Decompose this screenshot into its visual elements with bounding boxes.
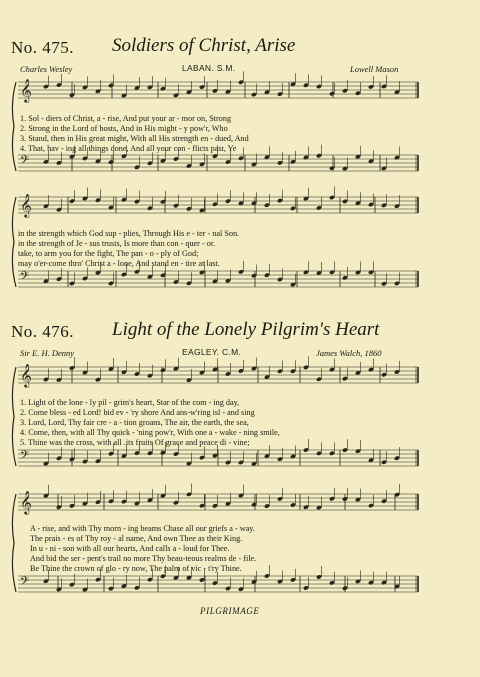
bass-clef-icon: 𝄢: [20, 154, 30, 170]
bass-clef-icon: 𝄢: [20, 575, 30, 591]
hymn-475-verse-line: may o'er-come thro' Christ a - lone, And stand en - tire at last.: [18, 259, 220, 268]
treble-clef-icon: 𝄞: [20, 193, 32, 217]
hymn-475-verse-line: 4. That, hav - ing all things done, And all your con - flicts past, Ye: [20, 144, 237, 153]
hymn-475-composer: Lowell Mason: [350, 64, 399, 74]
hymn-476-verse-line: 1. Light of the lone - ly pil - grim's heart, Star of the com - ing day,: [20, 398, 240, 407]
hymn-475-author: Charles Wesley: [20, 64, 73, 74]
hymn-475-verse-line: in the strength of Je - sus trusts, Is more than con - quer - or.: [18, 239, 216, 248]
hymn-476-verse-line: 2. Come bless - ed Lord! bid ev - 'ry shore And ans-w'ring isl - and sing: [20, 408, 255, 417]
hymn-476-number: No. 476.: [11, 322, 75, 341]
hymn-475-number: No. 475.: [11, 38, 75, 57]
hymn-476-verse-line: And bid the ser - pent's trail no more Thy beau-teous realms de - file.: [30, 554, 257, 563]
hymn-475-verse-line: 3. Stand, then in His great might, With all His strength en - dued, And: [20, 134, 249, 143]
system-brace: [12, 82, 16, 171]
system-brace: [12, 494, 16, 592]
hymn-475-verse-line: 2. Strong in the Lord of hosts, And in His might - y pow'r, Who: [20, 124, 228, 133]
hymn-476-verse-line: The prais - es of Thy roy - al name, And own Thee as their King.: [30, 534, 243, 543]
hymn-476-tune: EAGLEY. C.M.: [182, 347, 242, 357]
hymn-475-verse-line: in the strength which God sup - plies, Through His e - ter - nal Son.: [18, 229, 240, 238]
hymn-476-verse-line: Be Thine the crown of glo - ry now, The palm of vic - t'ry Thine.: [30, 564, 242, 573]
treble-clef-icon: 𝄞: [20, 363, 32, 387]
treble-clef-icon: 𝄞: [20, 490, 32, 514]
hymn-476-composer: James Walch, 1860: [316, 348, 382, 358]
system-brace: [12, 197, 16, 287]
hymn-476-author: Sir E. H. Denny: [20, 348, 75, 358]
hymn-476-verse-line: 5. Thine was the cross, with all .its fruits Of grace and peace di - vine;: [20, 438, 250, 447]
hymn-475-verse-line: 1. Sol - diers of Christ, a - rise, And put your ar - mor on, Strong: [20, 114, 232, 123]
hymn-475-title: Soldiers of Christ, Arise: [112, 35, 296, 56]
hymn-475-verse-line: take, to arm you for the fight, The pan - o - ply of God;: [18, 249, 199, 258]
treble-clef-icon: 𝄞: [20, 78, 32, 102]
bass-clef-icon: 𝄢: [20, 270, 30, 286]
system-brace: [12, 367, 16, 466]
hymn-476-verse-line: 3. Lord, Lord, Thy fair cre - a - tion groans, The air, the earth, the sea,: [20, 418, 249, 427]
hymn-475-tune: LABAN. S.M.: [182, 63, 236, 73]
hymn-476-title: Light of the Lonely Pilgrim's Heart: [112, 319, 380, 340]
hymn-476-verse-line: 4. Come, then, with all Thy quick - 'ning pow'r, With one a - wake - ning smile,: [20, 428, 280, 437]
hymn-476-verse-line: A - rise, and with Thy morn - ing beams Chase all our griefs a - way.: [30, 524, 255, 533]
page-category-footer: PILGRIMAGE: [200, 606, 260, 616]
bass-clef-icon: 𝄢: [20, 449, 30, 465]
hymn-476-verse-line: In u - ni - son with all our hearts, And calls a - loud for Thee.: [30, 544, 230, 553]
